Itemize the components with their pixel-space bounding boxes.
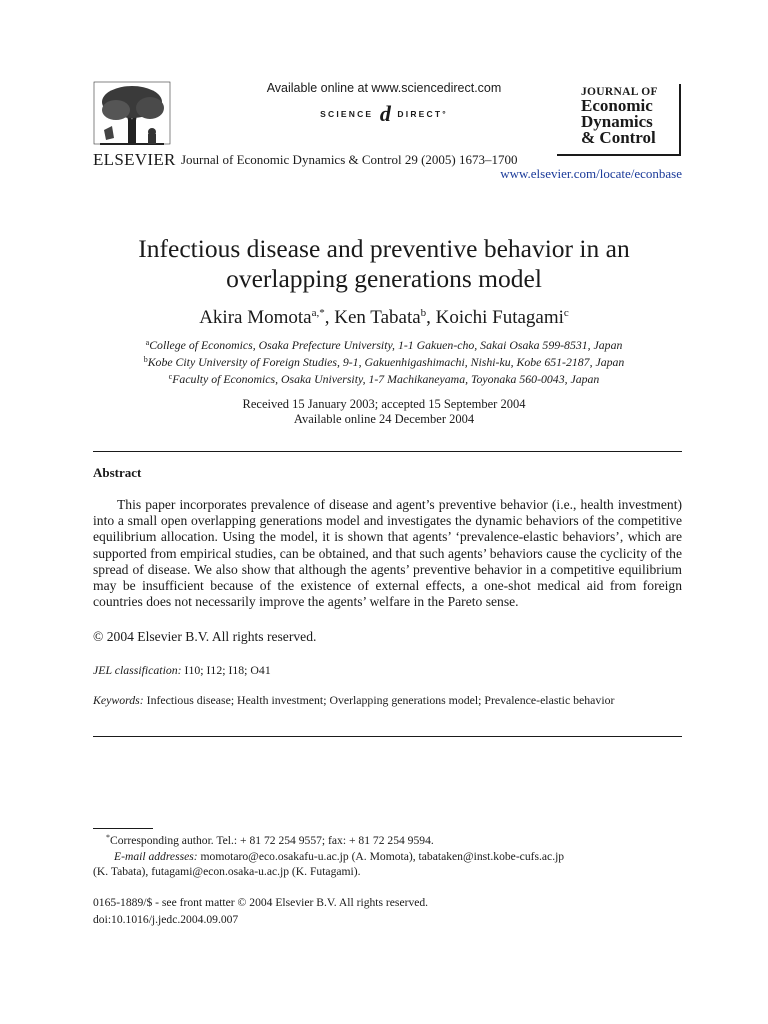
sd-at-icon: d: [379, 101, 391, 126]
affiliation-c-mark: c: [168, 372, 173, 381]
affiliation-a-mark: a: [145, 338, 150, 347]
corresponding-author-note: [106, 833, 434, 847]
author-list: [0, 307, 768, 329]
affiliation-b-mark: b: [143, 355, 148, 364]
abstract-top-rule: [93, 451, 682, 452]
received-dates: Received 15 January 2003; accepted 15 September 2004: [242, 397, 526, 411]
online-date: Available online 24 December 2004: [293, 412, 475, 426]
author-3: , Koichi Futagami: [426, 307, 564, 328]
keywords-text: Infectious disease; Health investment; Overlapping generations model; Prevalence-elastic behavior: [146, 693, 615, 707]
author-2-mark: b: [420, 307, 427, 319]
journal-logo-line4: & Control: [581, 128, 656, 147]
publisher-name: ELSEVIER: [93, 150, 176, 169]
affiliation-b: [0, 355, 768, 370]
paper-title: [60, 234, 708, 294]
journal-logo-name: [581, 98, 656, 146]
email-addresses-line2[interactable]: (K. Tabata), futagami@econ.osaka-u.ac.jp (K. Futagami).: [93, 865, 361, 878]
email-label: E-mail addresses:: [114, 850, 198, 863]
issn-line: 0165-1889/$ - see front matter © 2004 Elsevier B.V. All rights reserved.: [93, 896, 429, 909]
affiliation-a: [0, 338, 768, 353]
journal-logo-line2: Economic: [581, 96, 653, 115]
keywords: [93, 693, 682, 708]
author-3-mark: c: [563, 307, 569, 319]
affiliation-c: [0, 372, 768, 387]
abstract-heading: Abstract: [93, 465, 142, 480]
jel-label: JEL classification:: [93, 663, 182, 677]
affiliation-b-text: Kobe City University of Foreign Studies, 9-1, Gakuenhigashimachi, Nishi-ku, Kobe 651-2187, Japan: [147, 355, 625, 369]
author-1-mark: a,*: [311, 307, 325, 319]
jel-codes: I10; I12; I18; O41: [184, 663, 271, 677]
abstract-bottom-rule: [93, 736, 682, 737]
title-line-1: Infectious disease and preventive behavior in an: [138, 234, 630, 263]
abstract-text: This paper incorporates prevalence of disease and agent’s preventive behavior (i.e., health investment) into a small open overlapping generations model and investigates the dynamic behaviors of the competitive equilibrium allocation. Using the model, it is shown that agents’ ‘prevalence-elastic behaviors’, which are supported from empirical studies, can be obtained, and that such agents’ behaviors cause the cyclicity of the spread of disease. We also show that although the agents’ preventive behavior in a competitive equilibrium may be insufficient because of the existence of external effects, a one-shot medical aid from foreign countries does not necessarily improve the agents’ welfare in the Pareto sense.: [93, 497, 682, 610]
affiliation-c-text: Faculty of Economics, Osaka University, 1-7 Machikaneyama, Toyonaka 560-0043, Japan: [172, 372, 600, 386]
corresponding-text: Corresponding author. Tel.: + 81 72 254 9557; fax: + 81 72 254 9594.: [110, 834, 434, 847]
journal-logo-line1: JOURNAL OF: [581, 86, 658, 98]
jel-classification: [93, 663, 271, 678]
author-1: Akira Momota: [199, 307, 312, 328]
keywords-label: Keywords:: [93, 693, 144, 707]
title-line-2: overlapping generations model: [226, 264, 542, 293]
affiliation-a-text: College of Economics, Osaka Prefecture University, 1-1 Gakuen-cho, Sakai Osaka 599-8531, Japan: [149, 338, 623, 352]
sd-right: DIRECT°: [397, 109, 448, 119]
footnote-rule: [93, 828, 153, 829]
journal-url-link[interactable]: www.elsevier.com/locate/econbase: [500, 166, 682, 181]
author-2: , Ken Tabata: [324, 307, 421, 328]
abstract-copyright: © 2004 Elsevier B.V. All rights reserved.: [93, 629, 317, 644]
email-list-1[interactable]: momotaro@eco.osakafu-u.ac.jp (A. Momota), tabataken@inst.kobe-cufs.ac.jp: [200, 850, 565, 863]
doi-link[interactable]: doi:10.1016/j.jedc.2004.09.007: [93, 913, 239, 926]
available-online-line: Available online at www.sciencedirect.com: [266, 81, 502, 95]
journal-reference: Journal of Economic Dynamics & Control 29 (2005) 1673–1700: [181, 152, 518, 167]
footnote-star: *: [106, 833, 110, 842]
sd-left: SCIENCE: [320, 109, 374, 119]
journal-logo-line3: Dynamics: [581, 112, 653, 131]
email-addresses-line1: [114, 850, 564, 863]
